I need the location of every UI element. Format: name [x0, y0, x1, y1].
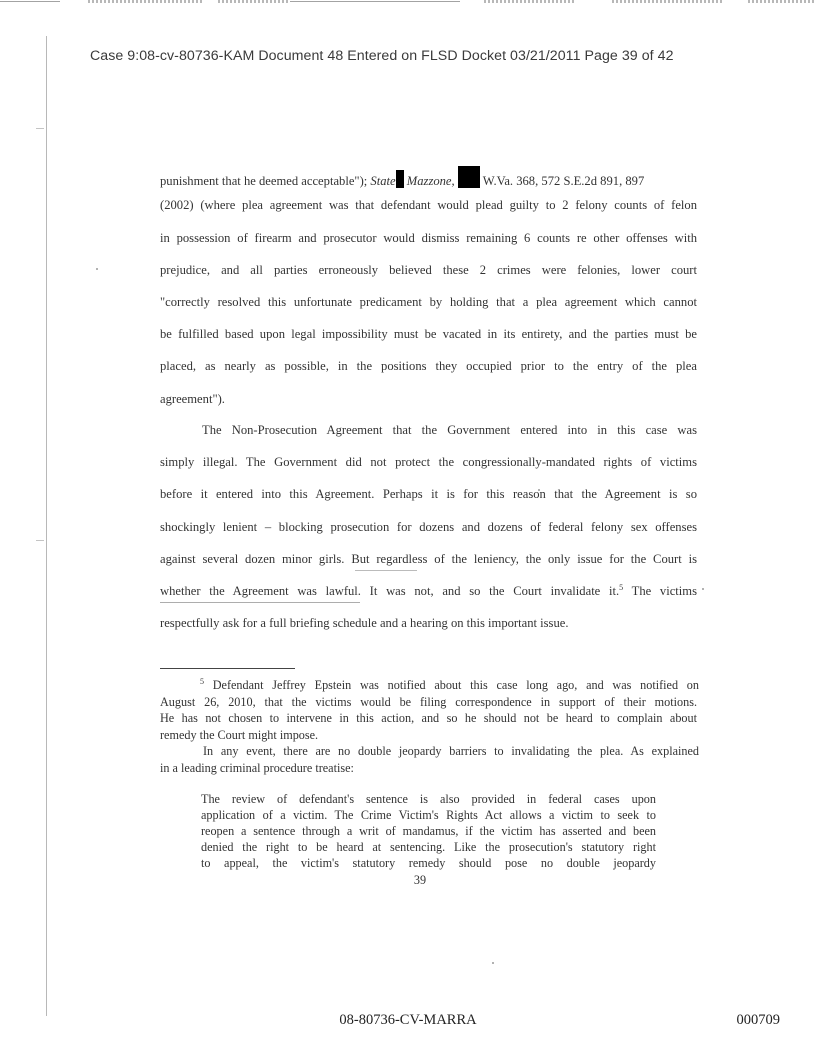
- paragraph-line: respectfully ask for a full briefing schedule and a hearing on this important issue.: [160, 616, 569, 630]
- scan-underline-mark: [355, 570, 417, 571]
- redaction-box: [396, 170, 404, 188]
- footnote-line: $^5$ Defendant Jeffrey Epstein was notified about this case long ago, and was notified on: [200, 677, 699, 692]
- scan-edge-artifact: [0, 0, 816, 8]
- paragraph-line: punishment that he deemed acceptable"); State Mazzone, W.Va. 368, 572 S.E.2d 891, 897: [160, 166, 644, 189]
- paragraph-line: prejudice, and all parties erroneously believed these 2 crimes were felonies, lower court: [160, 263, 697, 277]
- paragraph-line: in possession of firearm and prosecutor would dismiss remaining 6 counts re other offenses with: [160, 231, 697, 245]
- scan-underline-mark: [160, 602, 360, 603]
- redaction-box: [458, 166, 480, 188]
- paragraph-line: whether the Agreement was lawful. It was not, and so the Court invalidate it.$^5$ The victims: [160, 583, 697, 598]
- scan-margin-line: [46, 36, 47, 1016]
- scan-speck: [702, 588, 704, 590]
- footnote-line: August 26, 2010, that the victims would be filing correspondence in support of their motions.: [160, 695, 697, 709]
- paragraph-line: shockingly lenient – blocking prosecution for dozens and dozens of federal felony sex offenses: [160, 520, 697, 534]
- quote-line: to appeal, the victim's statutory remedy should pose no double jeopardy: [201, 856, 656, 870]
- footnote-separator: [160, 668, 295, 669]
- footnote-line: remedy the Court might impose.: [160, 728, 319, 742]
- paragraph-line: be fulfilled based upon legal impossibility must be vacated in its entirety, and the parties must be: [160, 327, 697, 341]
- footnote-reference: 5: [619, 583, 624, 592]
- scan-speck: [96, 268, 98, 270]
- paragraph-line: before it entered into this Agreement. Perhaps it is for this reason that the Agreement is so: [160, 487, 697, 501]
- paragraph-line: (2002) (where plea agreement was that defendant would plead guilty to 2 felony counts of felon: [160, 198, 697, 212]
- quote-line: denied the right to be heard at sentencing. Like the prosecution's statutory right: [201, 840, 656, 854]
- footer-case-number: 08-80736-CV-MARRA: [339, 1012, 477, 1028]
- paragraph-line: against several dozen minor girls. But regardless of the leniency, the only issue for the Court is: [160, 552, 697, 566]
- footnote-line: In any event, there are no double jeopardy barriers to invalidating the plea. As explained: [203, 744, 699, 758]
- footnote-line: He has not chosen to intervene in this action, and so he should not be heard to complain about: [160, 711, 697, 725]
- paragraph-line: agreement").: [160, 392, 225, 406]
- paragraph-line: placed, as nearly as possible, in the positions they occupied prior to the entry of the plea: [160, 359, 697, 373]
- quote-line: application of a victim. The Crime Victim's Rights Act allows a victim to seek to: [201, 808, 656, 822]
- scan-margin-tick: [36, 128, 44, 129]
- footer-bates-number: 000709: [736, 1012, 780, 1028]
- docket-header: Case 9:08-cv-80736-KAM Document 48 Entered on FLSD Docket 03/21/2011 Page 39 of 42: [90, 48, 674, 64]
- paragraph-line: "correctly resolved this unfortunate predicament by holding that a plea agreement which cannot: [160, 295, 697, 309]
- quote-line: reopen a sentence through a writ of mandamus, if the victim has asserted and been: [201, 824, 656, 838]
- paragraph-line: The Non-Prosecution Agreement that the Government entered into in this case was: [202, 423, 697, 437]
- page-number: 39: [413, 873, 427, 887]
- scan-margin-tick: [36, 540, 44, 541]
- quote-line: The review of defendant's sentence is also provided in federal cases upon: [201, 792, 656, 806]
- scan-speck: [492, 962, 494, 964]
- paragraph-line: simply illegal. The Government did not protect the congressionally-mandated rights of victims: [160, 455, 697, 469]
- footnote-line: in a leading criminal procedure treatise:: [160, 761, 354, 775]
